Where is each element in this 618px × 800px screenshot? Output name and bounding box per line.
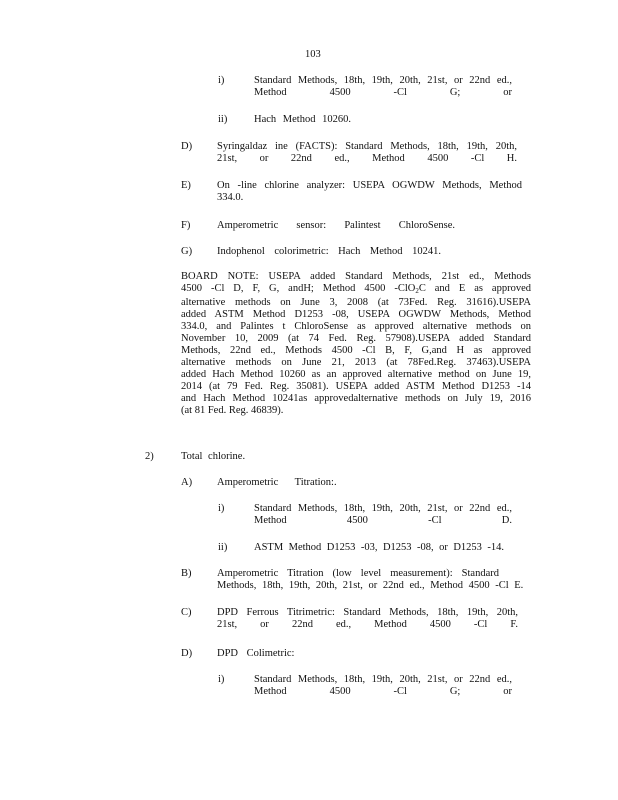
item-label: C) (181, 607, 192, 618)
item-label: ii) (218, 542, 228, 553)
item-text: Standard Methods, 18th, 19th, 20th, 21st, or 22nd ed., Method 4500 -Cl G; or (254, 75, 512, 98)
item-text: Standard Methods, 18th, 19th, 20th, 21st, or 22nd ed., Method 4500 -Cl D. (254, 503, 512, 526)
item-label: i) (218, 503, 225, 514)
item-text: On -line chlorine analyzer: USEPA OGWDW Methods, Method 334.0. (217, 180, 522, 203)
item-text: Hach Method 10260. (254, 114, 351, 125)
page-number: 103 (305, 49, 321, 60)
item-text: Amperometric Titration (low level measurement): Standard Methods, 18th, 19th, 20th, 21st, or 22nd ed., Method 4500 -Cl E. (217, 568, 524, 591)
item-text: ASTM Method D1253 -03, D1253 -08, or D1253 -14. (254, 542, 504, 553)
item-text: Amperometric sensor: Palintest ChloroSense. (217, 220, 455, 231)
section-title: Total chlorine. (181, 451, 246, 462)
board-note: BOARD NOTE: USEPA added Standard Methods, 21st ed., Methods 4500 -Cl D, F, G, andH; Method 4500 -ClO$_2$C and E as approved alternative methods on June 3, 2008 (at 73Fed. Reg. 31616).USEPA added ASTM Method D1253 -08, USEPA OGWDW Methods, Method 334.0, and Palintes t ChloroSense as approved alternative methods on November 10, 2009 (at 74 Fed. Reg. 57908).USEPA added Standard Methods, 22nd ed., Methods 4500 -Cl B, F, G,and H as approved alternative methods on June 21, 2013 (at 78Fed.Reg. 37463).USEPA added Hach Method 10260 as an approved alternative method on June 19, 2014 (at 79 Fed. Reg. 35081). USEPA added ASTM Method D1253 -14 and Hach Method 10241as approvedalternative methods on July 19, 2016 (at 81 Fed. Reg. 46839). (181, 271, 531, 416)
item-label: G) (181, 246, 193, 257)
item-label: D) (181, 648, 193, 659)
item-label: i) (218, 75, 225, 86)
item-text: DPD Ferrous Titrimetric: Standard Methods, 18th, 19th, 20th, 21st, or 22nd ed., Method 4500 -Cl F. (217, 607, 518, 630)
item-label: E) (181, 180, 191, 191)
item-label: i) (218, 674, 225, 685)
item-text: Indophenol colorimetric: Hach Method 10241. (217, 246, 441, 257)
item-text: Standard Methods, 18th, 19th, 20th, 21st, or 22nd ed., Method 4500 -Cl G; or (254, 674, 512, 697)
item-label: ii) (218, 114, 228, 125)
item-label: 2) (145, 451, 154, 462)
item-label: D) (181, 141, 193, 152)
item-text: Amperometric Titration:. (217, 477, 337, 488)
item-text: DPD Colimetric: (217, 648, 295, 659)
item-label: A) (181, 477, 193, 488)
item-text: Syringaldaz ine (FACTS): Standard Methods, 18th, 19th, 20th, 21st, or 22nd ed., Method 4500 -Cl H. (217, 141, 517, 164)
item-label: B) (181, 568, 192, 579)
item-label: F) (181, 220, 191, 231)
